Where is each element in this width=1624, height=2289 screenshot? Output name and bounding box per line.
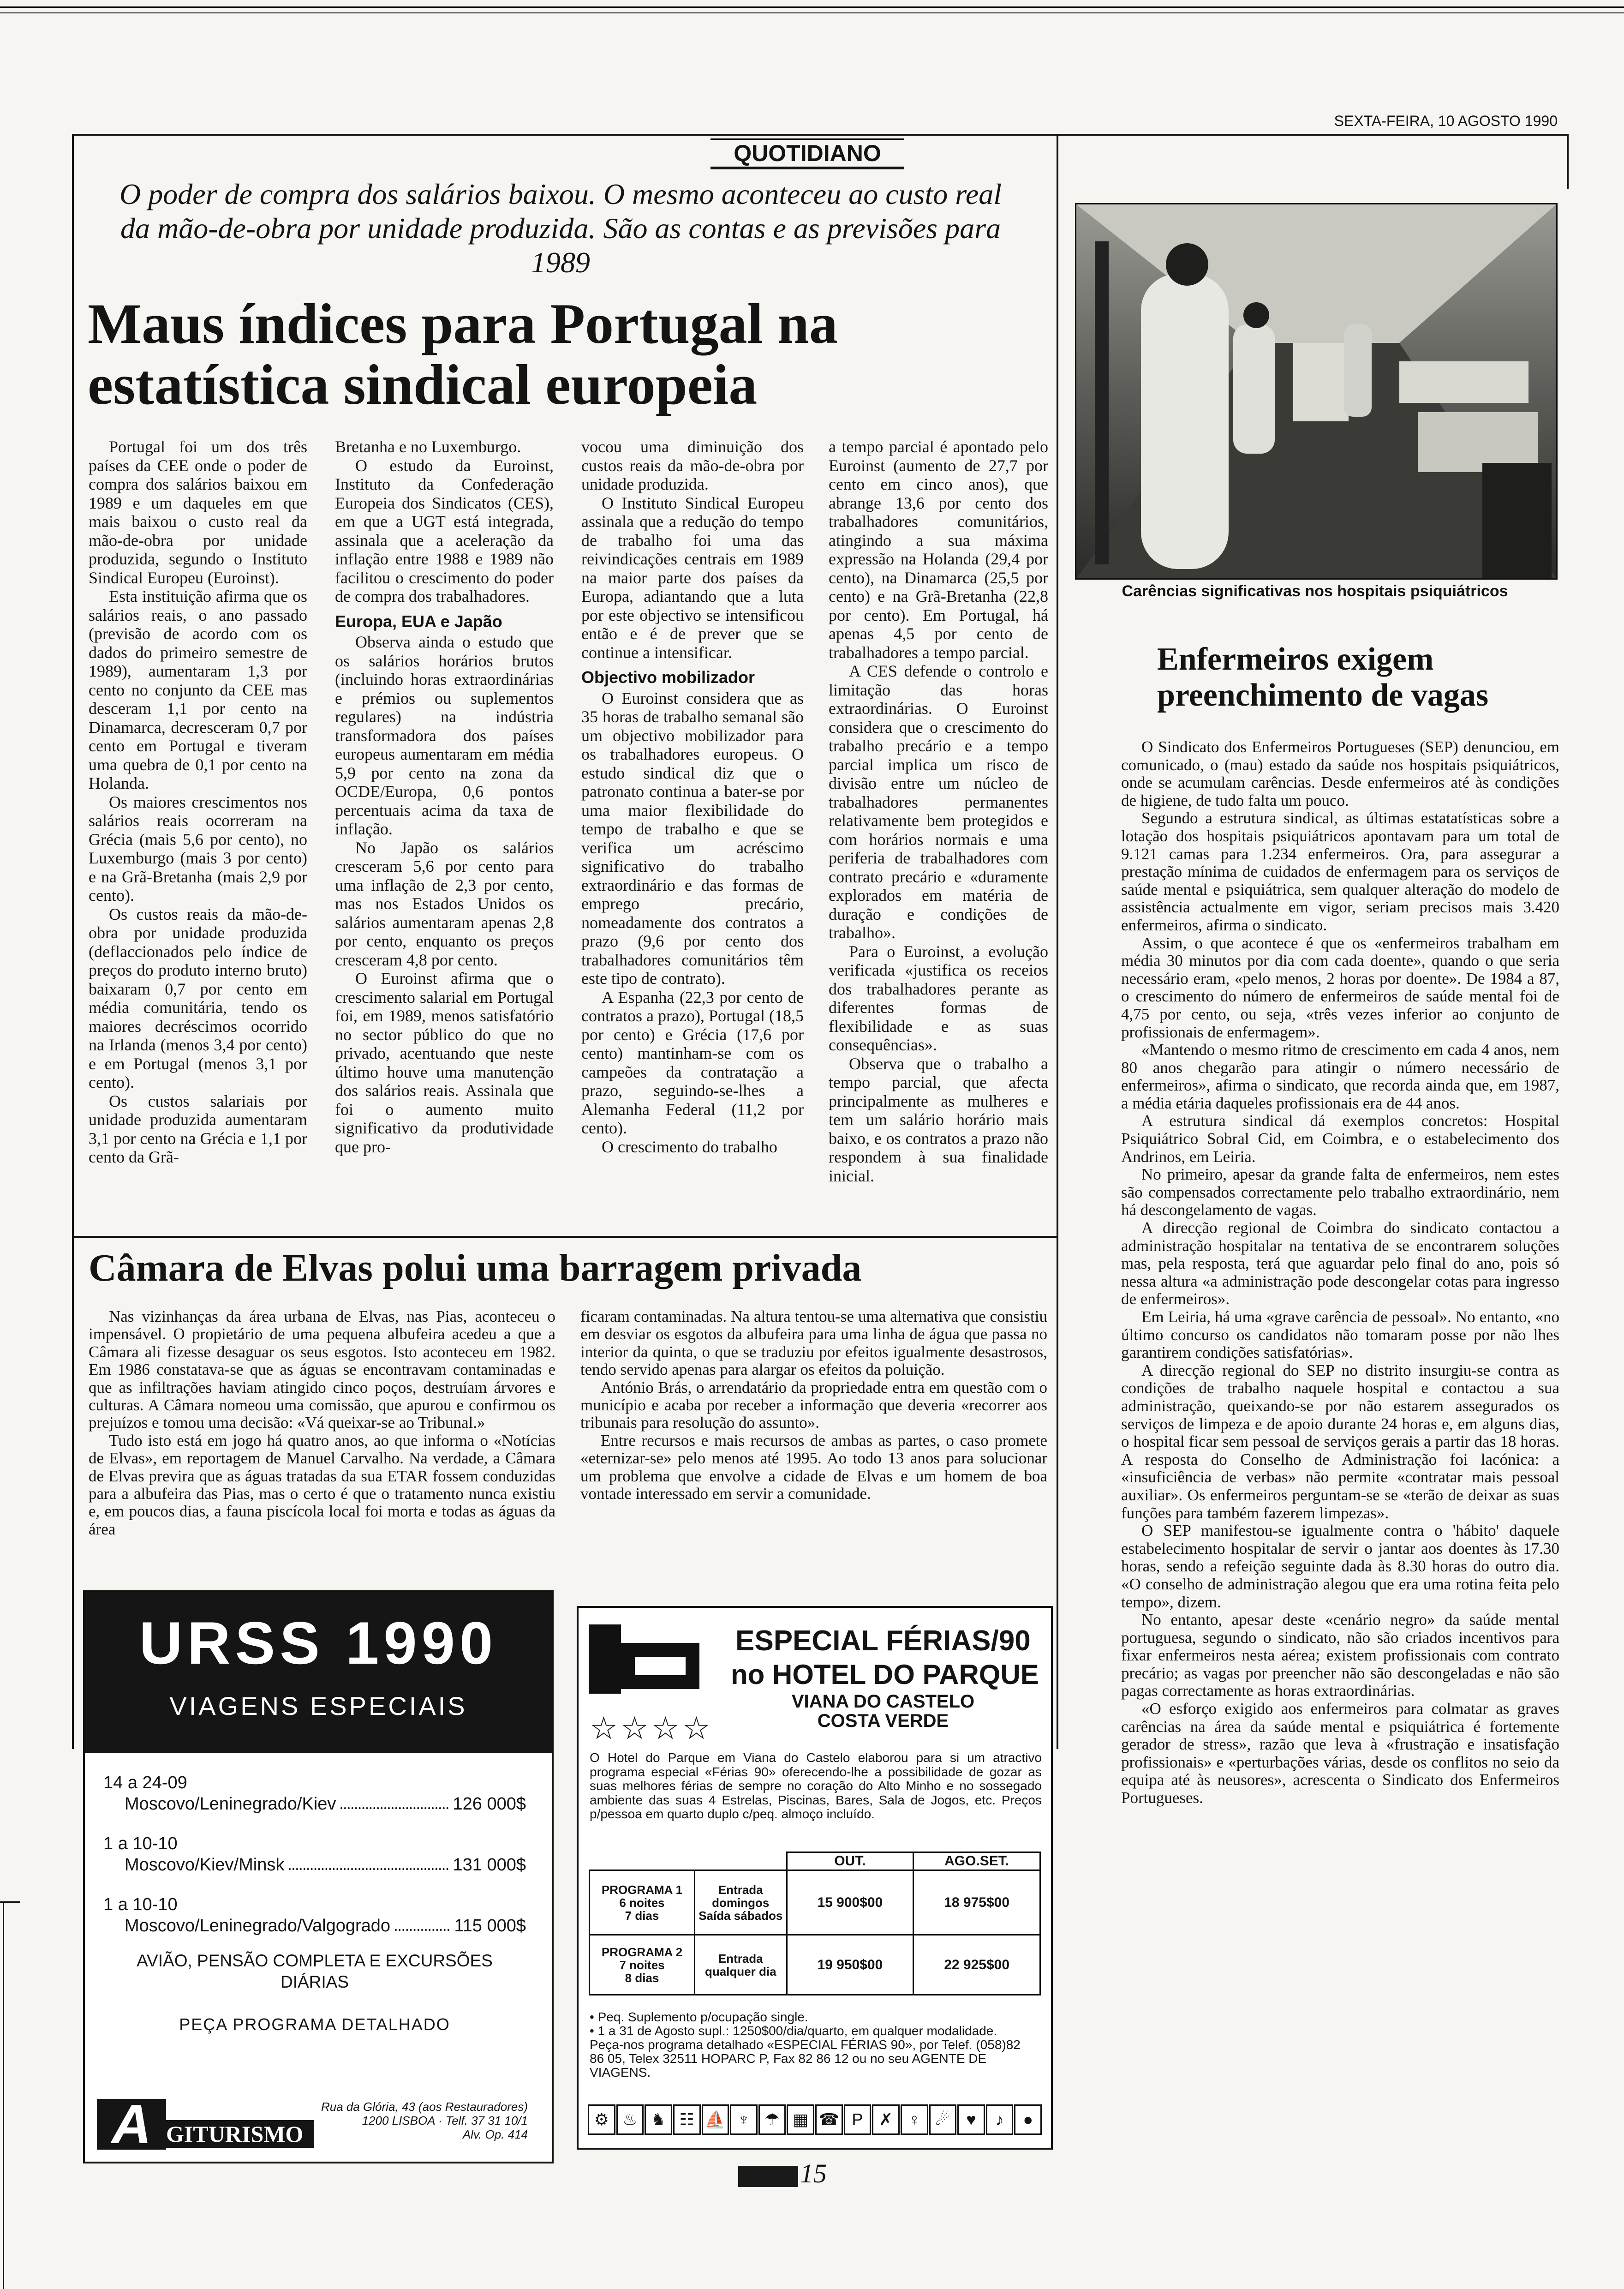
elvas-headline: Câmara de Elvas polui uma barragem privada — [89, 1246, 862, 1289]
trip-route: Moscovo/Leninegrado/Valgogrado — [125, 1916, 391, 1935]
paragraph: vocou uma diminuição dos custos reais da mão-de-obra por unidade produzida. — [581, 437, 804, 493]
page-number — [738, 2158, 827, 2189]
right-column-divider — [1057, 134, 1058, 1749]
trip-row — [103, 1793, 526, 1815]
address-line: Rua da Glória, 43 (aos Restauradores) — [321, 2100, 528, 2114]
lead-col-1 — [89, 437, 307, 1167]
price-ago: 22 925$00 — [914, 1935, 1040, 1995]
frame-left — [72, 134, 74, 1749]
paragraph: Segundo a estrutura sindical, as últimas estatatísticas sobre a lotação dos hospitais psiquiátricos apontavam para um total de 9.121 camas para 1.234 enfermeiros. Ora, para assegurar a prestação mínima de cuidados de enfermagem para os serviços de saúde mental e psiquiátrica, sem qualquer alteração do modelo de assistência actualmente em vigor, seriam precisos mais 3.420 enfermeiros, afirma o sindicato. — [1121, 809, 1559, 934]
photo-caption: Carências significativas nos hospitais psiquiátricos — [1122, 582, 1508, 600]
paragraph: Tudo isto está em jogo há quatro anos, ao que informa o «Notícias de Elvas», em reportagem de Manuel Carvalho. Na verdade, a Câmara de Elvas previra que as águas tratadas da sua ETAR fossem conduzidas para a albufeira das Pias, mas o certo é que o tratamento nunca existiu e, em poucos dias, a fauna piscícola local foi morta e todas as águas da área — [89, 1431, 555, 1538]
nurses-body — [1121, 738, 1559, 1807]
paragraph: A CES defende o controlo e limitação das horas extraordinárias. O Euroinst considera que o crescimento do trabalho precário e a tempo parcial implica um risco de divisão entre um núcleo de trabalhadores permanentes relativamente bem protegidos e com horários normais e uma periferia de trabalhadores com contrato precário e «duramente explorados em matéria de duração e condições de trabalho». — [829, 662, 1048, 942]
amenity-icon: ☎ — [815, 2104, 843, 2135]
paragraph: A Espanha (22,3 por cento de contratos a prazo), Portugal (18,5 por cento) e Grécia (17,6 por cento) mantinham-se com os campeões da contratação a prazo, seguindo-se-lhes a Alemanha Federal (11,2 por cento). — [581, 988, 804, 1137]
program-cell — [590, 1935, 695, 1995]
paragraph: A estrutura sindical dá exemplos concretos: Hospital Psiquiátrico Sobral Cid, em Coimbra, e o estabelecimento dos Andrinos, em Leiria. — [1121, 1112, 1559, 1166]
paragraph: O Euroinst considera que as 35 horas de trabalho semanal são um objectivo mobilizador para os trabalhadores europeus. O estudo sindical diz que o patronato continua a bater-se por uma maior flexibilidade do tempo de trabalho e que se verifica um acréscimo significativo do trabalho extraordinário e das formas de emprego precário, nomeadamente dos contratos a prazo (9,6 por cento dos trabalhadores comunitários têm este tipo de contrato). — [581, 689, 804, 988]
paragraph: ficaram contaminadas. Na altura tentou-se uma alternativa que consistiu em desviar os esgotos da albufeira para uma linha de água que passa no interior da quinta, o que se traduziu por efeitos igualmente desastrosos, tendo servido apenas para alargar os efeitos da poluição. — [580, 1307, 1047, 1379]
lead-col-4 — [829, 437, 1048, 1185]
elvas-col-2 — [580, 1308, 1047, 1503]
agiturismo-logo-initial: A — [97, 2099, 166, 2150]
amenity-icon: ☷ — [673, 2104, 701, 2135]
program-name: PROGRAMA 1 — [601, 1882, 683, 1897]
trip-route: Moscovo/Leninegrado/Kiev — [125, 1794, 336, 1814]
paragraph: O Sindicato dos Enfermeiros Portugueses (SEP) denunciou, em comunicado, o (mau) estado da saúde nos hospitais psiquiátricos, onde se acumulam carências. Desde enfermeiros até às condições de higiene, de tudo falta um pouco. — [1121, 738, 1559, 809]
program-cell — [590, 1870, 695, 1935]
amenity-icon-strip — [588, 2104, 1042, 2135]
top-rule-2 — [0, 12, 1624, 13]
urss-ad — [83, 1590, 554, 2163]
paragraph: Bretanha e no Luxemburgo. — [335, 437, 521, 456]
urss-ad-address — [321, 2100, 528, 2141]
agiturismo-logo — [97, 2093, 314, 2155]
license-line: Alv. Op. 414 — [462, 2127, 528, 2141]
trip-dates: 1 a 10-10 — [103, 1834, 178, 1853]
page-number-text: 15 — [800, 2158, 827, 2188]
note-line: Peça-nos programa detalhado «ESPECIAL FÉRIAS 90», por Telef. (058)82 86 05, Telex 32511 HOPARC P, Fax 82 86 12 ou no seu AGENTE DE VIAGENS. — [590, 2037, 1021, 2079]
paragraph: Portugal foi um dos três países da CEE onde o poder de compra dos salários baixou em 1989 e um daqueles em que mais baixou o custo real da mão-de-obra por unidade produzida, segundo o Instituto Sindical Europeu (Euroinst). — [89, 437, 307, 587]
paragraph: Nas vizinhanças da área urbana de Elvas, nas Pias, aconteceu o impensável. O propietário de uma pequena albufeira acedeu a que a Câmara ali fizesse desaguar os seus esgotos. Isto aconteceu em 1982. Em 1986 constatava-se que as águas se encontravam contaminadas e que as infiltrações haviam atingido cinco poços, destruíam árvores e culturas. A Câmara nomeou uma comissão, que apurou e confirmou os prejuízos e tomou uma decisão: «Vá queixar-se ao Tribunal.» — [89, 1307, 555, 1432]
hotel-ad-subtitle: no HOTEL DO PARQUE — [731, 1659, 1039, 1690]
paragraph: Assim, o que acontece é que os «enfermeiros trabalham em média 30 minutos por dia com cada doente», quando o que seria necessário eram, «pelo menos, 2 horas por doente». De 1984 a 87, o crescimento do número de enfermeiros de saúde mental foi de 4,75 por cento, ou seja, «três vezes inferior ao conjunto de profissionais de enfermagem». — [1121, 934, 1559, 1041]
program-entry: Entrada qualquer dia — [695, 1935, 787, 1995]
nurses-headline: Enfermeiros exigem preenchimento de vagas — [1157, 641, 1489, 713]
program-nights: 6 noites — [619, 1895, 665, 1910]
urss-ad-header — [85, 1592, 552, 1753]
hotel-ad-title: ESPECIAL FÉRIAS/90 — [735, 1625, 1031, 1657]
hotel-price-table — [589, 1852, 1041, 1995]
dot-leader — [289, 1854, 448, 1870]
table-header: AGO.SET. — [914, 1852, 1040, 1870]
paragraph: O crescimento do trabalho — [602, 1137, 777, 1156]
paragraph: Observa que o trabalho a tempo parcial, que afecta principalmente as mulheres e tem um salário horário mais baixo, e os contratos a prazo não respondem à sua finalidade inicial. — [829, 1054, 1048, 1185]
subheading: Europa, EUA e Japão — [335, 611, 502, 631]
amenity-icon: ♨ — [616, 2104, 644, 2135]
price-out: 15 900$00 — [787, 1870, 914, 1935]
hospital-photo — [1075, 203, 1558, 580]
amenity-icon: ♞ — [645, 2104, 672, 2135]
program-days: 7 dias — [625, 1908, 659, 1923]
paragraph: «O esforço exigido aos enfermeiros para colmatar as graves carências na área da saúde mental e psiquiátrica é fortemente gerador de stress», razão que leva à «frustração e insatisfação profissionais» e «perturbações várias, desde os conflitos no seio da equipa até às neusores», acrescenta o Sindicato dos Enfermeiros Portugueses. — [1121, 1700, 1559, 1807]
trip-dates: 14 a 24-09 — [103, 1773, 187, 1792]
hotel-city: VIANA DO CASTELO — [791, 1691, 975, 1712]
dot-leader — [340, 1793, 448, 1809]
price-ago: 18 975$00 — [914, 1870, 1040, 1935]
amenity-icon: ▦ — [787, 2104, 814, 2135]
amenity-icon: ● — [1014, 2104, 1042, 2135]
paragraph: A direcção regional do SEP no distrito insurgiu-se contra as condições de trabalho naquele hospital e contactou a sua administração, queixando-se por não estarem assegurados os serviços de limpeza e de apoio durante 24 horas e, em alguns dias, o hospital ficar sem pessoal de serviços gerais a partir das 18 horas. A resposta do Conselho de Administração foi lacónica: a «insuficiência de verbas» não permite «contratar mais pessoal auxiliar». Os enfermeiros perguntam-se se «terão de deixar as suas funções para também fazerem limpezas». — [1121, 1361, 1559, 1522]
lead-headline: Maus índices para Portugal na estatística sindical europeia — [88, 292, 838, 416]
section-label: QUOTIDIANO — [710, 138, 904, 169]
amenity-icon: ✗ — [872, 2104, 900, 2135]
lead-col-2 — [335, 437, 554, 1156]
trip-price: 115 000$ — [454, 1916, 526, 1935]
paragraph: Os custos reais da mão-de-obra por unidade produzida (deflaccionados pelo índice de preços do produto interno bruto) baixaram 0,7 por cento em média comunitária, tendo os maiores decréscimos ocorrido na Irlanda (menos 3,4 por cento) e em Portugal (menos 3,1 por cento). — [89, 905, 307, 1091]
paragraph: Os custos salariais por unidade produzida aumentaram 3,1 por cento na Grécia e 1,1 por cento da Grã- — [89, 1091, 307, 1166]
frame-top — [72, 134, 1569, 136]
paragraph: O SEP manifestou-se igualmente contra o 'hábito' daquele estabelecimento hospitalar de servir o jantar aos doentes às 17.30 horas, sendo a refeição seguinte dada às 8.30 horas do outro dia. «O conselho de administração alegou que era uma rotina feita pelo tempo», dizem. — [1121, 1522, 1559, 1611]
subheading: Objectivo mobilizador — [581, 668, 755, 687]
date-line: SEXTA-FEIRA, 10 AGOSTO 1990 — [1334, 113, 1558, 129]
lead-kicker: O poder de compra dos salários baixou. O mesmo aconteceu ao custo real da mão-de-obra por unidade produzida. São as contas e as previsões para 1989 — [119, 178, 1002, 279]
trip-route: Moscovo/Kiev/Minsk — [125, 1855, 285, 1875]
address-line: 1200 LISBOA · Telf. 37 31 10/1 — [362, 2114, 528, 2127]
urss-ad-cta: PEÇA PROGRAMA DETALHADO — [179, 2015, 450, 2034]
paragraph: António Brás, o arrendatário da propriedade entra em questão com o município e acaba por receber a informação que deveria «recorrer aos tribunais para resolução do assunto». — [580, 1378, 1047, 1432]
paragraph: O estudo da Euroinst, Instituto da Confederação Europeia dos Sindicatos (CES), em que a UGT está integrada, assinala que a aceleração da inflação entre 1988 e 1989 não facilitou o crescimento do poder de compra dos trabalhadores. — [335, 456, 554, 605]
table-row — [590, 1935, 1040, 1995]
paragraph: «Mantendo o mesmo ritmo de crescimento em cada 4 anos, nem 80 anos chegarão para atingir o número necessário de enfermeiros», afirma o sindicato, que recorda ainda que, em 1987, a média etária daqueles profissionais era de 44 anos. — [1121, 1041, 1559, 1112]
amenity-icon: ☂ — [758, 2104, 786, 2135]
paragraph: Em Leiria, há uma «grave carência de pessoal». No entanto, «no último concurso os candidatos não tomaram posse por não lhes garantirem condições satisfatórias». — [1121, 1308, 1559, 1362]
urss-trip-list — [85, 1753, 552, 2035]
urss-ad-footer: AVIÃO, PENSÃO COMPLETA E EXCURSÕES DIÁRIAS — [137, 1951, 493, 1991]
star-rating-icon: ☆☆☆☆ — [590, 1711, 713, 1746]
agiturismo-logo-text: GITURISMO — [161, 2120, 314, 2148]
amenity-icon: ♆ — [730, 2104, 758, 2135]
paragraph: Para o Euroinst, a evolução verificada «justifica os receios dos trabalhadores perante as diferentes formas de flexibilidade e as suas consequências». — [829, 942, 1048, 1054]
note-line: • Peq. Suplemento p/ocupação single. — [590, 2010, 808, 2024]
note-line: • 1 a 31 de Agosto supl.: 1250$00/dia/quarto, em qualquer modalidade. — [590, 2024, 997, 2038]
paragraph: a tempo parcial é apontado pelo Euroinst (aumento de 27,7 por cento em cinco anos), que abrange 13,6 por cento dos trabalhadores comunitários, atingindo a sua máxima expressão na Holanda (29,4 por cento), na Dinamarca (25,5 por cento) e na Grã-Bretanha (22,8 por cento). Em Portugal, há apenas 4,5 por cento de trabalhadores a tempo parcial. — [829, 437, 1048, 662]
scan-edge — [3, 1901, 4, 2289]
elvas-divider — [72, 1236, 1058, 1238]
paragraph: O Instituto Sindical Europeu assinala que a redução do tempo de trabalho foi uma das reivindicações centrais em 1989 na maior parte dos países da Europa, adiantando que a luta por este objectivo se intensificou então e é de prever que se continue a intensificar. — [581, 493, 804, 662]
lead-col-3 — [581, 437, 804, 1156]
price-out: 19 950$00 — [787, 1935, 914, 1995]
amenity-icon: ⛵ — [702, 2104, 729, 2135]
table-row — [590, 1870, 1040, 1935]
top-rule — [0, 6, 1624, 8]
trip-row — [103, 1854, 526, 1876]
paragraph: Entre recursos e mais recursos de ambas as partes, o caso promete «eternizar-se» pelo menos até 1995. Ao todo 13 anos para solucionar um problema que envolve a cidade de Elvas e um homem de boa vontade interessado em servir a comunidade. — [580, 1431, 1047, 1503]
hotel-region: COSTA VERDE — [817, 1711, 949, 1731]
trip-row — [103, 1915, 526, 1936]
frame-right — [1567, 134, 1569, 189]
hospital-photo-image — [1076, 204, 1556, 578]
paragraph: Os maiores crescimentos nos salários reais ocorreram na Grécia (mais 5,6 por cento), no Luxemburgo (mais 3 por cento) e na Grã-Bretanha (mais 2,9 por cento). — [89, 792, 307, 905]
trip-price: 131 000$ — [453, 1855, 526, 1875]
amenity-icon: ⚙ — [588, 2104, 615, 2135]
paragraph: Observa ainda o estudo que os salários horários brutos (incluindo horas extraordinárias e prémios ou suplementos regulares) na indústria transformadora dos países europeus aumentaram em média 5,9 por cento na zona da OCDE/Europa, 0,6 pontos percentuais acima da taxa de inflação. — [335, 633, 554, 838]
paragraph: Esta instituição afirma que os salários reais, o ano passado (previsão de acordo com os dados do primeiro semestre de 1989), aumentaram 1,3 por cento no conjunto da CEE mas desceram 1,1 por cento na Dinamarca, decresceram 0,7 por cento em Portugal e tiveram uma quebra de 0,1 por cento na Holanda. — [89, 587, 307, 792]
amenity-icon: ♀ — [901, 2104, 928, 2135]
paragraph: No entanto, apesar deste «cenário negro» da saúde mental portuguesa, segundo o sindicato, não são criados incentivos para fixar enfermeiros nesta aérea; existem profissionais com contrato precário; as vagas por preencher não são descongeladas e não são pagas correctamente as horas extraordinárias. — [1121, 1611, 1559, 1700]
program-name: PROGRAMA 2 — [601, 1945, 683, 1959]
amenity-icon: ♪ — [986, 2104, 1014, 2135]
urss-ad-subtitle: VIAGENS ESPECIAIS — [169, 1691, 467, 1720]
paragraph: No primeiro, apesar da grande falta de enfermeiros, nem estes são compensados correctamente pelo trabalho extraordinário, nem há descongelamento de vagas. — [1121, 1165, 1559, 1219]
elvas-col-1 — [89, 1308, 555, 1538]
hotel-ad-body: O Hotel do Parque em Viana do Castelo elaborou para si um atractivo programa especial «Férias 90» oferecendo-lhe a possibilidade de gozar as suas melhores férias de sempre no coração do Alto Minho e no sossegado ambiente das suas 4 Estrelas, Piscinas, Bares, Sala de Jogos, etc. Preços p/pessoa em quarto duplo c/peq. almoço incluído. — [590, 1750, 1042, 1821]
hotel-logo-icon — [589, 1624, 704, 1694]
amenity-icon: ♥ — [957, 2104, 985, 2135]
publisher-logo-mark — [738, 2166, 798, 2187]
program-days: 8 dias — [625, 1971, 659, 1985]
hotel-ad — [577, 1606, 1053, 2150]
urss-ad-title: URSS 1990 — [139, 1609, 498, 1677]
hotel-ad-notes — [590, 2010, 1037, 2079]
dot-leader — [395, 1915, 449, 1931]
amenity-icon: ☄ — [929, 2104, 957, 2135]
paragraph: No Japão os salários cresceram 5,6 por cento para uma inflação de 2,3 por cento, mas nos Estados Unidos os salários aumentaram apenas 2,8 por cento, enquanto os preços cresceram 4,8 por cento. — [335, 838, 554, 969]
paragraph: A direcção regional de Coimbra do sindicato contactou a administração hospitalar na tentativa de se encontrarem soluções mas, pela resposta, terá que aguardar pelo final do ano, pois só nessa altura «a administração pode descongelar cotas para ingresso de enfermeiros». — [1121, 1219, 1559, 1308]
trip-price: 126 000$ — [453, 1794, 526, 1814]
program-entry: Entrada domingos Saída sábados — [695, 1870, 787, 1935]
scan-mark — [0, 1901, 20, 1903]
amenity-icon: P — [844, 2104, 872, 2135]
table-header: OUT. — [787, 1852, 914, 1870]
paragraph: O Euroinst afirma que o crescimento salarial em Portugal foi, em 1989, menos satisfatório no sector público do que no privado, acentuando que neste último houve uma manutenção dos salários reais. Assinala que foi o aumento muito significativo da produtividade que pro- — [335, 969, 554, 1156]
trip-dates: 1 a 10-10 — [103, 1895, 178, 1914]
program-nights: 7 noites — [619, 1958, 665, 1972]
hotel-location — [754, 1692, 1012, 1731]
table-row — [590, 1852, 1040, 1870]
